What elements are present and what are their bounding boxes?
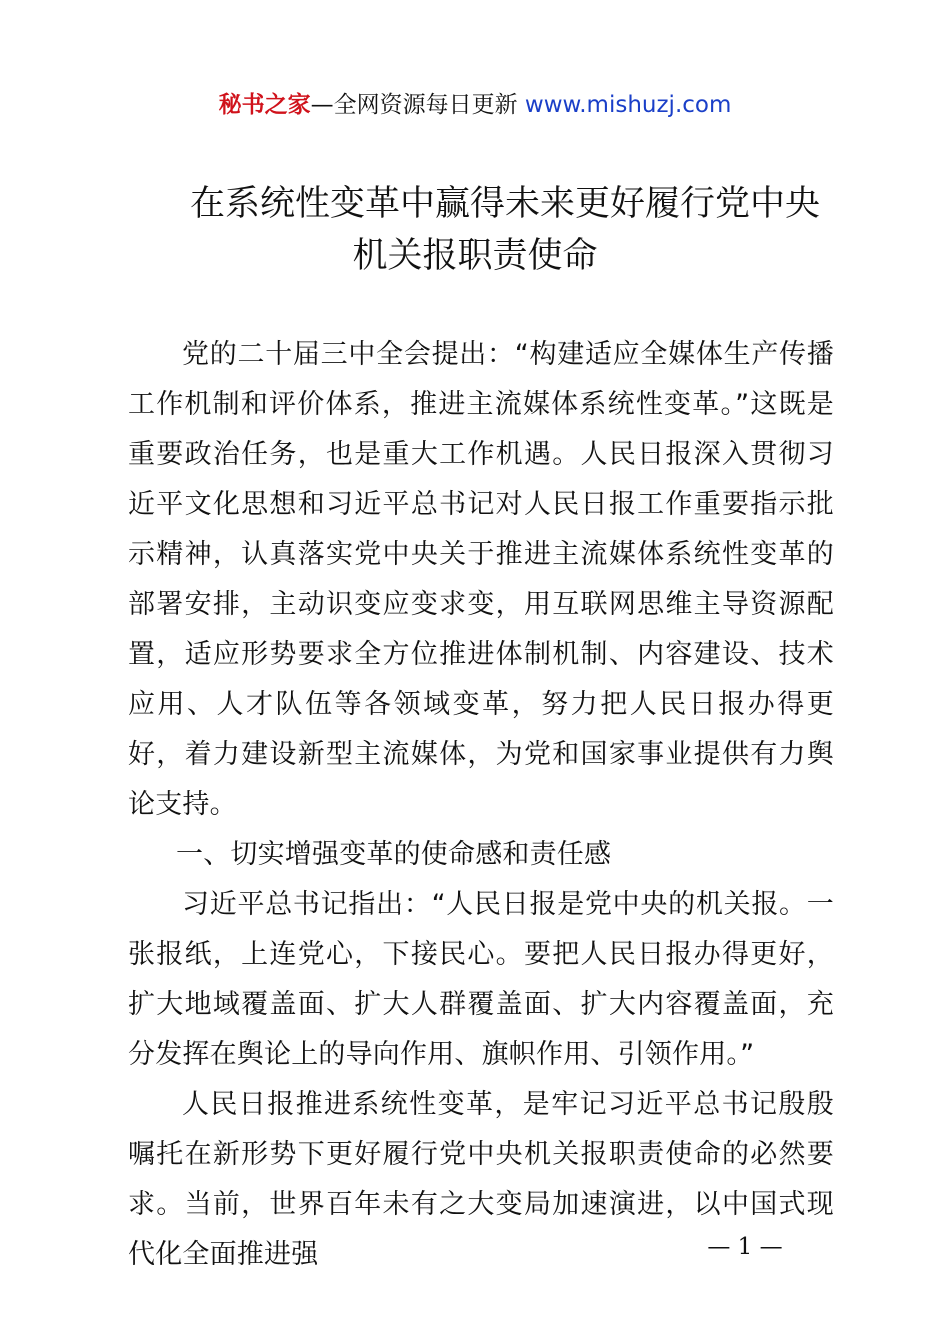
title-line-2: 机关报职责使命 <box>352 236 598 276</box>
header-slogan: —全网资源每日更新 <box>310 92 518 118</box>
brand-name: 秘书之家 <box>218 92 311 118</box>
page-number: — 1 — <box>707 1234 783 1260</box>
paragraph-intro: 党的二十届三中全会提出：“构建适应全媒体生产传播工作机制和评价体系，推进主流媒体系统性变革。”这既是重要政治任务，也是重大工作机遇。人民日报深入贯彻习近平文化思想和习近平总书记对人民日报工作重要指示批示精神，认真落实党中央关于推进主流媒体系统性变革的部署安排，主动识变应变求变，用互联网思维主导资源配置，适应形势要求全方位推进体制机制、内容建设、技术应用、人才队伍等各领域变革，努力把人民日报办得更好，着力建设新型主流媒体，为党和国家事业提供有力舆论支持。 <box>128 339 834 820</box>
site-header <box>0 88 950 122</box>
site-url-link[interactable]: www.mishuzj.com <box>524 92 732 118</box>
paragraph-context: 人民日报推进系统性变革，是牢记习近平总书记殷殷嘱托在新形势下更好履行党中央机关报职责使命的必然要求。当前，世界百年未有之大变局加速演进，以中国式现代化全面推进强 <box>128 1089 834 1270</box>
document-body <box>128 330 834 1280</box>
title-line-1: 在系统性变革中赢得未来更好履行党中央 <box>189 184 820 224</box>
paragraph-quote: 习近平总书记指出：“人民日报是党中央的机关报。一张报纸，上连党心，下接民心。要把人民日报办得更好，扩大地域覆盖面、扩大人群覆盖面、扩大内容覆盖面，充分发挥在舆论上的导向作用、旗帜作用、引领作用。” <box>128 889 834 1070</box>
section-heading-1: 一、切实增强变革的使命感和责任感 <box>176 839 612 870</box>
document-title <box>0 178 950 282</box>
